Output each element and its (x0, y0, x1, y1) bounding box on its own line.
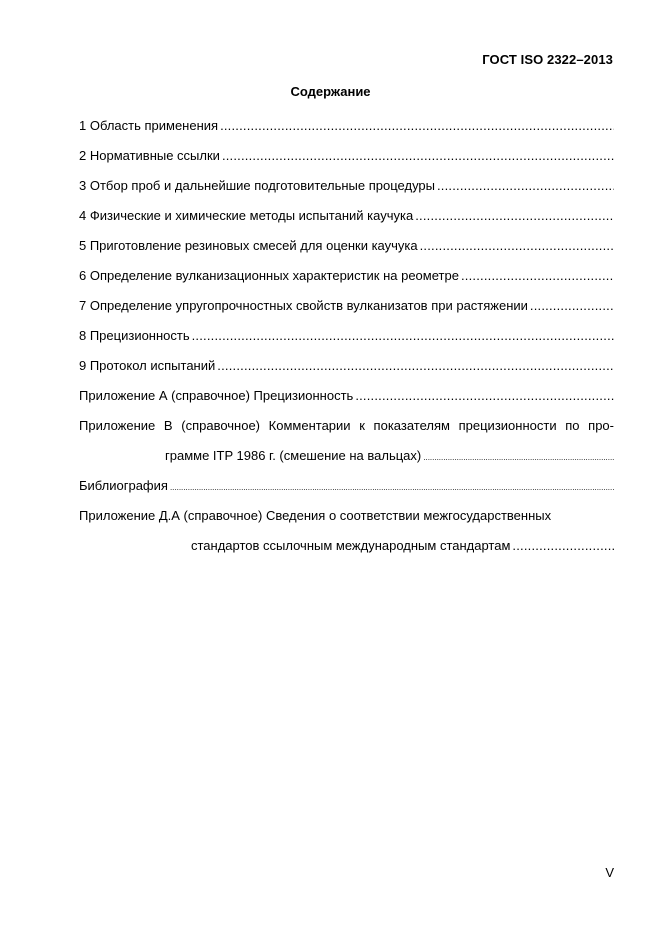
toc-entry-continuation-label: грамме ITP 1986 г. (смешение на вальцах) (165, 448, 422, 463)
toc-entry-precision[interactable] (79, 321, 614, 351)
toc-leader-dots (222, 141, 614, 171)
toc-leader-dots (420, 231, 614, 261)
table-of-contents (79, 111, 614, 561)
toc-entry-label: 6 Определение вулканизационных характеристик на реометре (79, 268, 459, 283)
toc-leader-dots (423, 443, 614, 473)
toc-entry-label: 9 Протокол испытаний (79, 358, 216, 373)
toc-leader-dots (530, 291, 614, 321)
toc-entry-continuation-label: стандартов ссылочным международным стандартам (191, 538, 511, 553)
toc-entry-test-methods[interactable] (79, 201, 614, 231)
toc-leader-dots (461, 261, 614, 291)
toc-leader-dots (437, 171, 614, 201)
toc-entry-label: Библиография (79, 478, 168, 493)
toc-entry-label: 1 Область применения (79, 118, 219, 133)
toc-leader-dots (170, 473, 614, 503)
toc-entry-sampling[interactable] (79, 171, 614, 201)
toc-entry-label: 3 Отбор проб и дальнейшие подготовительные процедуры (79, 178, 435, 193)
toc-entry-label: Приложение Д.А (справочное) Сведения о соответствии межгосударственных (79, 508, 552, 523)
toc-entry-tensile-properties[interactable] (79, 291, 614, 321)
toc-entry-compound-preparation[interactable] (79, 231, 614, 261)
toc-entry-label: 4 Физические и химические методы испытаний каучука (79, 208, 414, 223)
toc-entry-annex-a[interactable] (79, 381, 614, 411)
page-number: V (605, 865, 614, 880)
toc-entry-label: 5 Приготовление резиновых смесей для оценки каучука (79, 238, 418, 253)
toc-entry-annex-da-continuation[interactable] (79, 531, 614, 561)
toc-entry-annex-b-continuation[interactable] (79, 441, 614, 471)
toc-entry-bibliography[interactable] (79, 471, 614, 501)
toc-entry-label: Приложение А (справочное) Прецизионность (79, 388, 354, 403)
toc-entry-label: 8 Прецизионность (79, 328, 190, 343)
toc-entry-normative-references[interactable] (79, 141, 614, 171)
toc-entry-test-report[interactable] (79, 351, 614, 381)
toc-entry-vulcanization[interactable] (79, 261, 614, 291)
document-code: ГОСТ ISO 2322–2013 (482, 52, 613, 67)
toc-leader-dots (512, 531, 614, 561)
toc-title: Содержание (290, 84, 371, 99)
toc-entry-scope[interactable] (79, 111, 614, 141)
toc-entry-label: Приложение В (справочное) Комментарии к показателям прецизионности по про- (79, 418, 614, 433)
toc-leader-dots (192, 321, 614, 351)
toc-leader-dots (355, 381, 614, 411)
toc-leader-dots (217, 351, 614, 381)
toc-entry-annex-da[interactable] (79, 501, 614, 531)
toc-entry-label: 2 Нормативные ссылки (79, 148, 220, 163)
toc-entry-label: 7 Определение упругопрочностных свойств вулканизатов при растяжении (79, 298, 528, 313)
toc-entry-annex-b[interactable] (79, 411, 614, 441)
toc-leader-dots (220, 111, 614, 141)
toc-leader-dots (415, 201, 614, 231)
